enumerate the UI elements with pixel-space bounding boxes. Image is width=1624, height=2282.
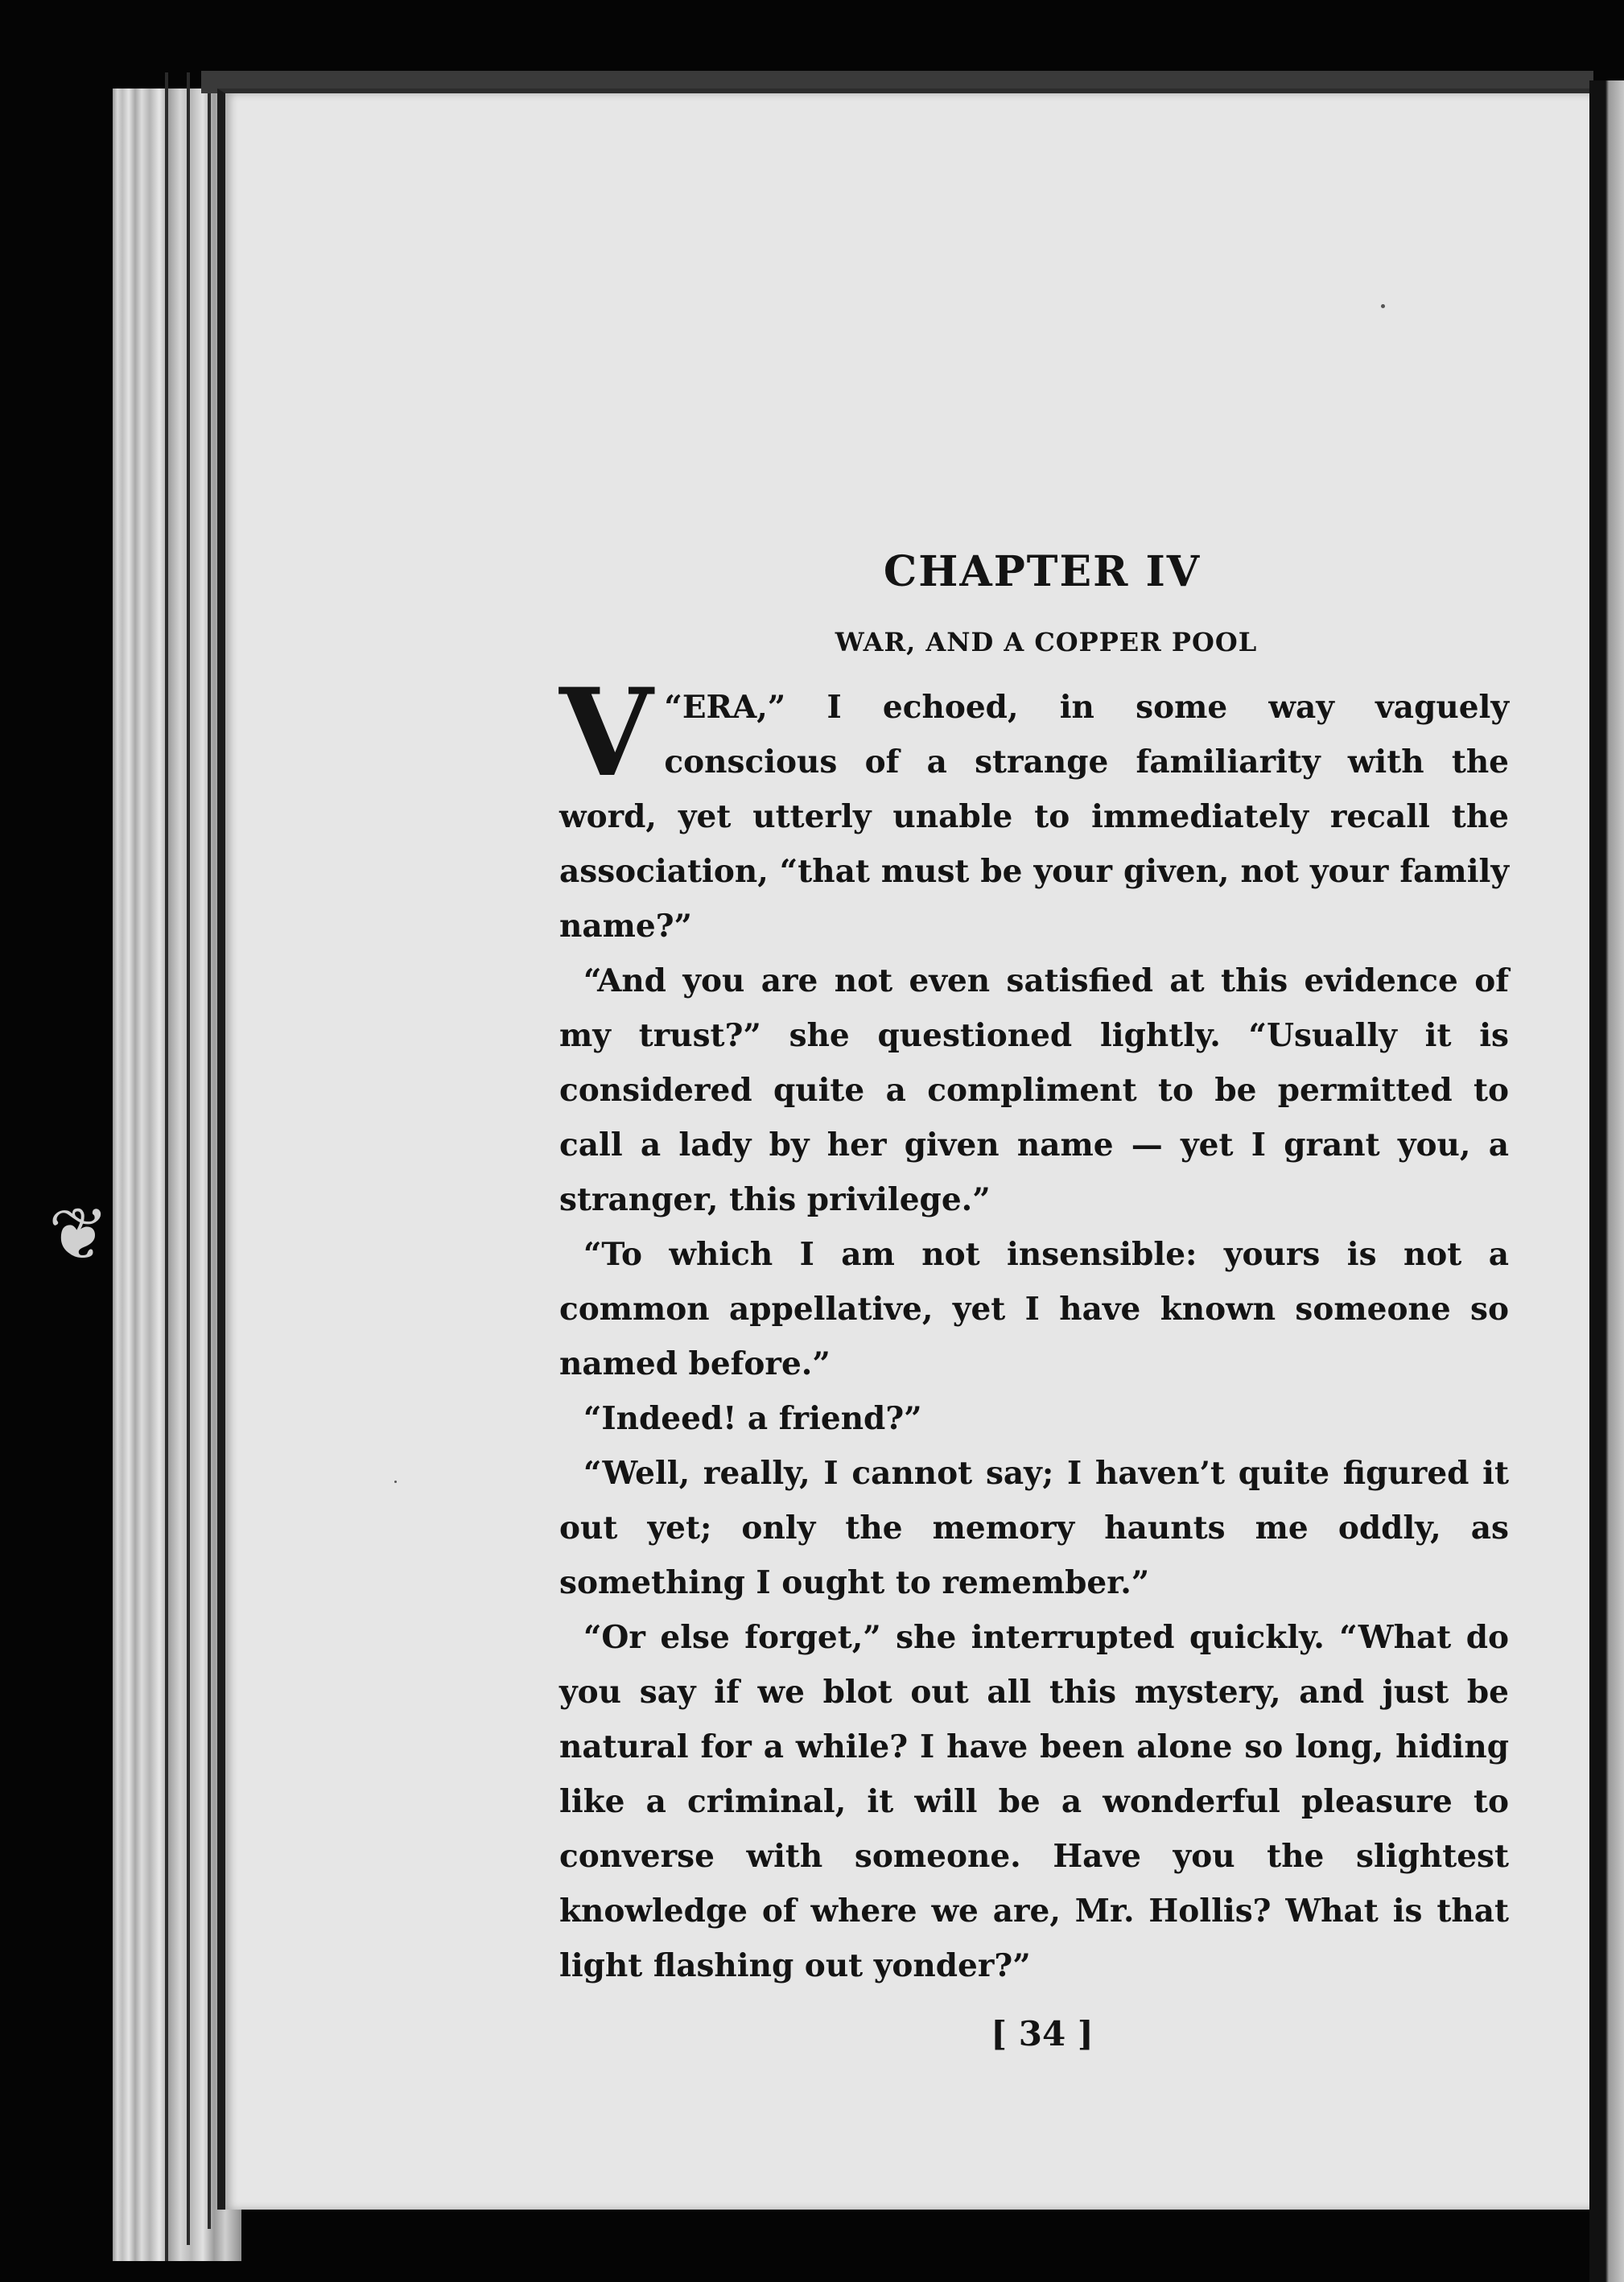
drop-cap: V [559,662,653,804]
paragraph: “Well, really, I cannot say; I haven’t quite figured it out yet; only the memory haunts me oddly, as something I ought to remember.” [559,1455,1509,1601]
paragraph: “Indeed! a friend?” [583,1400,922,1437]
opening-text: ERA,” I echoed, in some way vaguely conscious of a strange familiarity with the word, yet utterly unable to immediately recall the association, “that must be your given, not your family name?” [559,689,1509,945]
margin-blot: ❦ [48,1192,109,1277]
page-edge-line [165,72,168,2261]
paragraph: “And you are not even satisfied at this evidence of my trust?” she questioned lightly. “Usually it is considered quite a compliment to be permitted to call a lady by her given name — yet I grant you, a stranger, this privilege.” [559,962,1509,1218]
paper-speck [1381,304,1385,308]
opening-quote-mark: “ [664,689,682,726]
facing-page-edge [1589,80,1624,2282]
page-number: [ 34 ] [991,2014,1094,2053]
paper-speck [394,1481,397,1483]
chapter-title: CHAPTER IV [883,547,1202,596]
page-edge-line [208,72,211,2229]
paragraph: “Or else forget,” she interrupted quickly. “What do you say if we blot out all this mystery, and just be natural for a while? I have been alone so long, hiding like a criminal, it will be a wonderful pleasure to converse with someone. Have you the slightest knowledge of where we are, Mr. Hollis? What is that light flashing out yonder?” [559,1619,1509,1984]
opening-paragraph [559,662,1509,954]
page-edge-line [187,72,190,2245]
chapter-subtitle: WAR, AND A COPPER POOL [835,627,1258,657]
paragraph: “To which I am not insensible: yours is not a common appellative, yet I have known someone so named before.” [559,1236,1509,1382]
page-text [559,547,1509,2053]
